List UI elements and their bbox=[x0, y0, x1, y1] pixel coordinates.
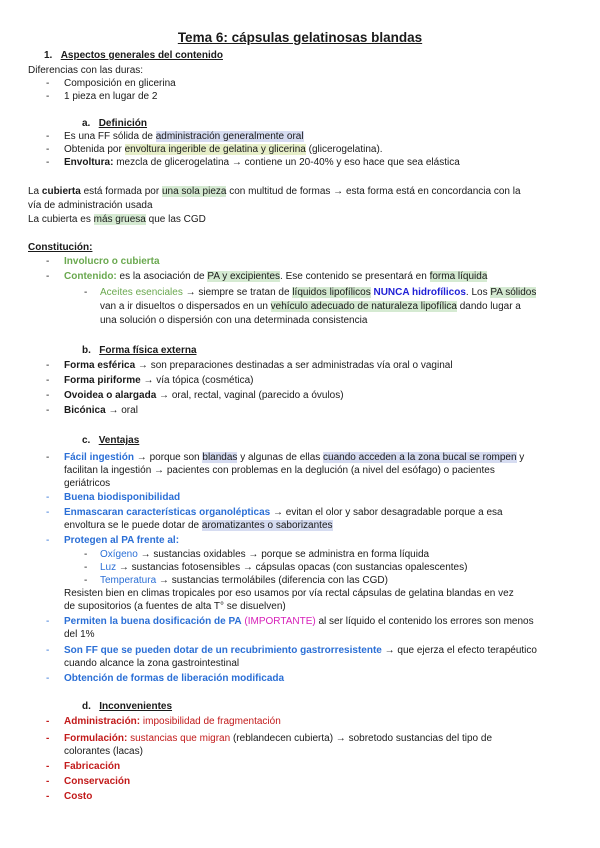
bullet-dash: - bbox=[46, 78, 50, 89]
bullet-dash: - bbox=[46, 452, 50, 463]
list-item: 1 pieza en lugar de 2 bbox=[64, 91, 158, 102]
bullet-dash: - bbox=[46, 673, 50, 684]
list-item: Conservación bbox=[64, 776, 131, 787]
bullet-dash: - bbox=[46, 256, 50, 267]
subsection-c-heading: c. Ventajas bbox=[82, 435, 140, 446]
bullet-dash: - bbox=[46, 791, 50, 802]
bullet-dash: - bbox=[46, 390, 50, 401]
bullet-dash: - bbox=[46, 375, 50, 386]
page-title: Tema 6: cápsulas gelatinosas blandas bbox=[177, 30, 423, 45]
paragraph-line: vía de administración usada bbox=[28, 200, 153, 211]
bullet-dash: - bbox=[46, 645, 50, 656]
subsection-a-heading: a. Definición bbox=[82, 118, 148, 129]
bullet-dash: - bbox=[46, 616, 50, 627]
bullet-dash: - bbox=[46, 271, 50, 282]
list-item-continuation: envoltura se le puede dotar de aromatizantes o saborizantes bbox=[64, 520, 333, 531]
bullet-dash: - bbox=[46, 144, 50, 155]
list-item: Fabricación bbox=[64, 761, 121, 772]
paragraph-line: La cubierta es más gruesa que las CGD bbox=[28, 214, 206, 225]
bullet-dash: - bbox=[46, 131, 50, 142]
list-item: Obtención de formas de liberación modificada bbox=[64, 673, 285, 684]
list-item-continuation: del 1% bbox=[64, 629, 95, 640]
bullet-dash: - bbox=[46, 157, 50, 168]
bullet-dash: - bbox=[46, 492, 50, 503]
subsection-b-heading: b. Forma física externa bbox=[82, 345, 197, 356]
list-item-continuation: van a ir disueltos o dispersados en un vehículo adecuado de naturaleza lipofílica dando lugar a bbox=[100, 301, 521, 312]
bullet-dash: - bbox=[46, 507, 50, 518]
bullet-dash: - bbox=[46, 776, 50, 787]
list-item-continuation: una solución o dispersión con una determinada consistencia bbox=[100, 315, 368, 326]
list-item: Envoltura: mezcla de glicerogelatina → contiene un 20-40% y eso hace que sea elástica bbox=[64, 157, 460, 168]
list-item: Costo bbox=[64, 791, 93, 802]
list-item: Buena biodisponibilidad bbox=[64, 492, 181, 503]
bullet-dash: - bbox=[84, 575, 88, 586]
list-item: Fácil ingestión → porque son blandas y algunas de ellas cuando acceden a la zona bucal se rompen y bbox=[64, 452, 525, 463]
bullet-dash: - bbox=[84, 287, 88, 298]
list-item: Contenido: es la asociación de PA y excipientes. Ese contenido se presentará en forma líquida bbox=[64, 271, 488, 282]
list-item: Son FF que se pueden dotar de un recubrimiento gastrorresistente → que ejerza el efecto terapéutico bbox=[64, 645, 537, 656]
bullet-dash: - bbox=[46, 535, 50, 546]
list-item: Composición en glicerina bbox=[64, 78, 176, 89]
list-item: Protegen al PA frente al: bbox=[64, 535, 180, 546]
list-item: Ovoidea o alargada → oral, rectal, vaginal (parecido a óvulos) bbox=[64, 390, 344, 401]
list-item: Obtenida por envoltura ingerible de gelatina y glicerina (glicerogelatina). bbox=[64, 144, 383, 155]
list-item: Temperatura → sustancias termolábiles (diferencia con las CGD) bbox=[100, 575, 388, 586]
bullet-dash: - bbox=[46, 733, 50, 744]
paragraph-line: de supositorios (a fuentes de alta T° se disuelven) bbox=[64, 601, 286, 612]
list-item: Formulación: sustancias que migran (reblandecen cubierta) → sobretodo sustancias del tipo de bbox=[64, 733, 493, 744]
bullet-dash: - bbox=[46, 761, 50, 772]
list-item: Forma esférica → son preparaciones destinadas a ser administradas vía oral o vaginal bbox=[64, 360, 453, 371]
list-item: Aceites esenciales → siempre se tratan de líquidos lipofílicos NUNCA hidrofílicos. Los PA sólidos bbox=[100, 287, 537, 298]
list-item: Bicónica → oral bbox=[64, 405, 138, 416]
bullet-dash: - bbox=[84, 549, 88, 560]
list-item-continuation: geriátricos bbox=[64, 478, 111, 489]
paragraph-line: La cubierta está formada por una sola pieza con multitud de formas → esta forma está en concordancia con la bbox=[28, 186, 521, 197]
subsection-d-heading: d. Inconvenientes bbox=[82, 701, 173, 712]
paragraph-line: Resisten bien en climas tropicales por eso usamos por vía rectal cápsulas de gelatina blandas en vez bbox=[64, 588, 514, 599]
list-item: Enmascaran características organolépticas → evitan el olor y sabor desagradable porque a esa bbox=[64, 507, 503, 518]
list-item: Oxígeno → sustancias oxidables → porque se administra en forma líquida bbox=[100, 549, 430, 560]
section-1-intro: Diferencias con las duras: bbox=[28, 65, 144, 76]
list-item: Involucro o cubierta bbox=[64, 256, 160, 267]
list-item: Luz → sustancias fotosensibles → cápsulas opacas (con sustancias opalescentes) bbox=[100, 562, 468, 573]
bullet-dash: - bbox=[46, 405, 50, 416]
list-item-continuation: colorantes (lacas) bbox=[64, 746, 143, 757]
bullet-dash: - bbox=[46, 91, 50, 102]
list-item: Es una FF sólida de administración generalmente oral bbox=[64, 131, 304, 142]
list-item-continuation: cuando alcance la zona gastrointestinal bbox=[64, 658, 240, 669]
section-1-heading: 1. Aspectos generales del contenido bbox=[44, 50, 223, 61]
bullet-dash: - bbox=[84, 562, 88, 573]
bullet-dash: - bbox=[46, 360, 50, 371]
list-item-continuation: facilitan la ingestión → pacientes con problemas en la deglución (a nivel del esófago) o pacientes bbox=[64, 465, 495, 476]
list-item: Administración: imposibilidad de fragmentación bbox=[64, 716, 281, 727]
list-item: Forma piriforme → vía tópica (cosmética) bbox=[64, 375, 254, 386]
bullet-dash: - bbox=[46, 716, 50, 727]
constitucion-heading: Constitución: bbox=[28, 242, 93, 253]
list-item: Permiten la buena dosificación de PA (IMPORTANTE) al ser líquido el contenido los errores son menos bbox=[64, 616, 534, 627]
